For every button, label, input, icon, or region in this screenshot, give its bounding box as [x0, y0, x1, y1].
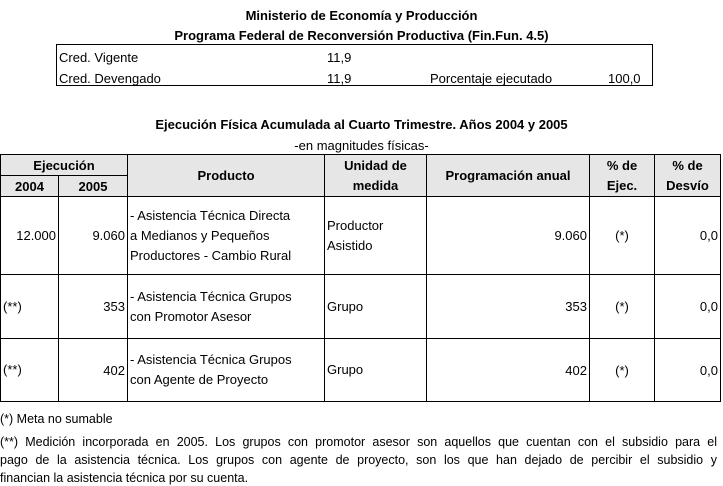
cell-pct-ejec: (*)	[590, 275, 655, 339]
cell-programacion: 402	[427, 339, 590, 402]
cred-vigente-value: 11,9	[327, 50, 352, 65]
cell-pct-desvio: 0,0	[655, 339, 721, 402]
cell-2004: 12.000	[1, 197, 59, 275]
header-unidad	[325, 155, 427, 197]
pct-ejecutado-label: Porcentaje ejecutado	[430, 71, 553, 86]
header-ejecucion: Ejecución	[1, 155, 128, 176]
section-title: Ejecución Física Acumulada al Cuarto Trimestre. Años 2004 y 2005	[155, 117, 568, 132]
header-pct-desvio	[655, 155, 721, 197]
ministry-title: Ministerio de Economía y Producción	[245, 8, 478, 23]
unidad-line: Asistido	[327, 237, 373, 253]
footnote-medicion-line2: pago de la asistencia técnica. Los grupos con agente de proyecto, son los que han dejado de percibir el subsidio y	[0, 453, 717, 467]
cell-2005: 9.060	[59, 197, 128, 275]
header-programacion: Programación anual	[427, 155, 590, 197]
footnote-meta: (*) Meta no sumable	[0, 412, 113, 426]
producto-line: con Agente de Proyecto	[130, 372, 269, 387]
cell-2005: 402	[59, 339, 128, 402]
cell-producto	[128, 339, 325, 402]
header-pct-ejec	[590, 155, 655, 197]
cell-producto	[128, 197, 325, 275]
footnote-medicion-line3: financian la asistencia técnica por su cuenta.	[0, 471, 249, 485]
producto-line: - Asistencia Técnica Directa	[130, 207, 291, 223]
cell-programacion: 9.060	[427, 197, 590, 275]
execution-table	[0, 154, 721, 402]
producto-line: Productores - Cambio Rural	[130, 247, 292, 263]
header-pct-ejec-line2: Ejec.	[606, 177, 638, 193]
header-producto: Producto	[128, 155, 325, 197]
cred-vigente-label: Cred. Vigente	[59, 50, 139, 65]
cell-2004: (**)	[1, 339, 59, 402]
cell-pct-ejec: (*)	[590, 339, 655, 402]
table-row	[1, 339, 721, 402]
cell-pct-ejec: (*)	[590, 197, 655, 275]
cell-unidad	[325, 197, 427, 275]
section-subtitle: -en magnitudes físicas-	[294, 138, 429, 153]
cred-devengado-label: Cred. Devengado	[59, 71, 161, 86]
cell-2004: (**)	[1, 275, 59, 339]
producto-line: - Asistencia Técnica Grupos	[130, 352, 292, 367]
header-2004: 2004	[1, 176, 59, 197]
table-header-row	[1, 155, 721, 176]
table-row	[1, 197, 721, 275]
cell-producto	[128, 275, 325, 339]
pct-ejecutado-value: 100,0	[608, 71, 641, 86]
cell-unidad: Grupo	[325, 339, 427, 402]
header-pct-desvio-line2: Desvío	[666, 177, 709, 193]
footnote-medicion-line1: (**) Medición incorporada en 2005. Los grupos con promotor asesor son aquellos que cuentan con el subsidio para el	[0, 435, 717, 449]
header-pct-desvio-line1: % de	[672, 157, 703, 173]
producto-line: con Promotor Asesor	[130, 308, 252, 324]
cell-pct-desvio: 0,0	[655, 197, 721, 275]
unidad-line: Productor	[327, 217, 384, 233]
cred-devengado-value: 11,9	[327, 71, 352, 86]
header-unidad-line1: Unidad de	[344, 157, 407, 173]
table-row	[1, 275, 721, 339]
header-pct-ejec-line1: % de	[606, 157, 638, 173]
cell-programacion: 353	[427, 275, 590, 339]
cell-unidad: Grupo	[325, 275, 427, 339]
header-unidad-line2: medida	[352, 177, 399, 193]
program-title: Programa Federal de Reconversión Productiva (Fin.Fun. 4.5)	[174, 28, 549, 43]
header-2005: 2005	[59, 176, 128, 197]
producto-line: - Asistencia Técnica Grupos	[130, 288, 292, 304]
cell-pct-desvio: 0,0	[655, 275, 721, 339]
cell-2005: 353	[59, 275, 128, 339]
producto-line: a Medianos y Pequeños	[130, 227, 270, 243]
